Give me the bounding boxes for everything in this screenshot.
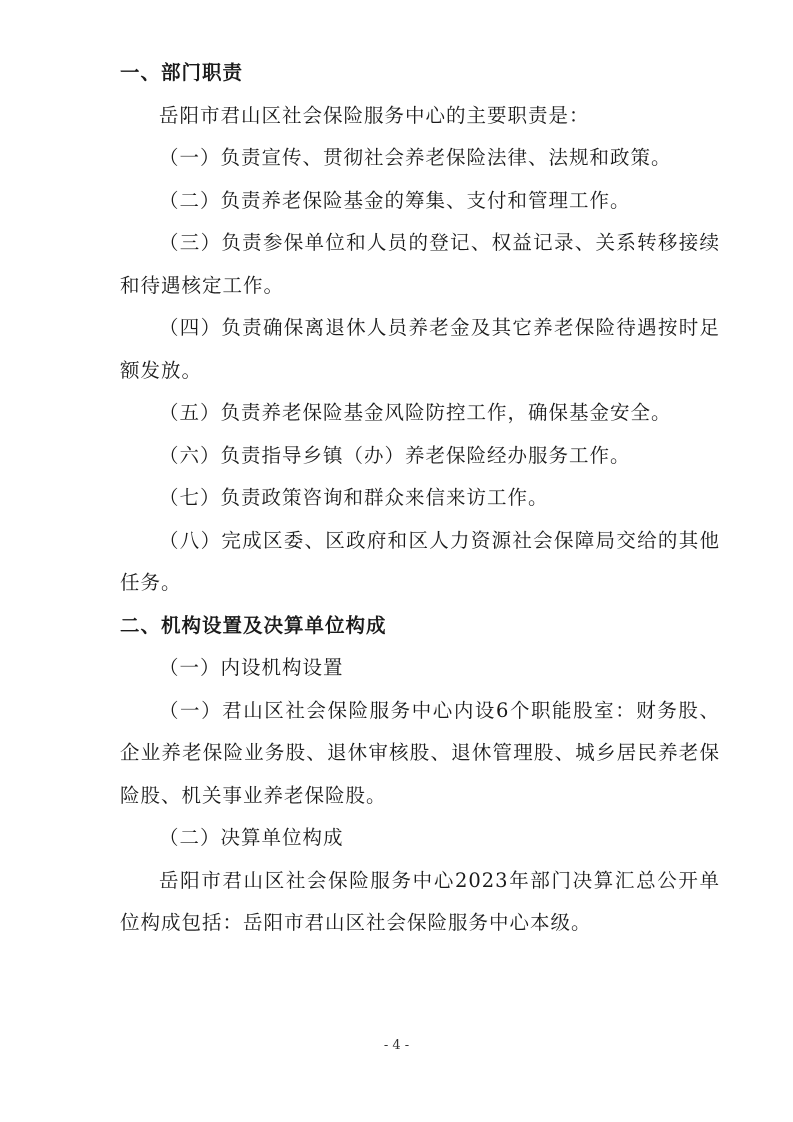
paragraph: （七）负责政策咨询和群众来信来访工作。 xyxy=(159,486,549,509)
paragraph: （一）负责宣传、贯彻社会养老保险法律、法规和政策。 xyxy=(159,146,672,169)
paragraph: （三）负责参保单位和人员的登记、权益记录、关系转移接续和待遇核定工作。 xyxy=(120,231,720,297)
paragraph: （八）完成区委、区政府和区人力资源社会保障局交给的其他任务。 xyxy=(120,528,720,594)
paragraph: （二）负责养老保险基金的筹集、支付和管理工作。 xyxy=(159,188,631,212)
section-heading-structure: 二、机构设置及决算单位构成 xyxy=(120,613,387,637)
paragraph: （一）内设机构设置 xyxy=(159,656,344,679)
paragraph: （五）负责养老保险基金风险防控工作，确保基金安全。 xyxy=(159,401,672,424)
paragraph: （六）负责指导乡镇（办）养老保险经办服务工作。 xyxy=(159,443,631,467)
paragraph: 岳阳市君山区社会保险服务中心2023年部门决算汇总公开单位构成包括：岳阳市君山区社会保险服务中心本级。 xyxy=(120,868,720,934)
paragraph: （一）君山区社会保险服务中心内设6个职能股室：财务股、企业养老保险业务股、退休审核股、退休管理股、城乡居民养老保险股、机关事业养老保险股。 xyxy=(120,698,720,807)
paragraph: （二）决算单位构成 xyxy=(159,826,344,849)
section-heading-duties: 一、部门职责 xyxy=(120,61,244,84)
paragraph: （四）负责确保离退休人员养老金及其它养老保险待遇按时足额发放。 xyxy=(120,316,720,382)
document-body xyxy=(120,52,720,945)
paragraph: 岳阳市君山区社会保险服务中心的主要职责是： xyxy=(159,103,590,127)
page-number: - 4 - xyxy=(383,1038,410,1053)
